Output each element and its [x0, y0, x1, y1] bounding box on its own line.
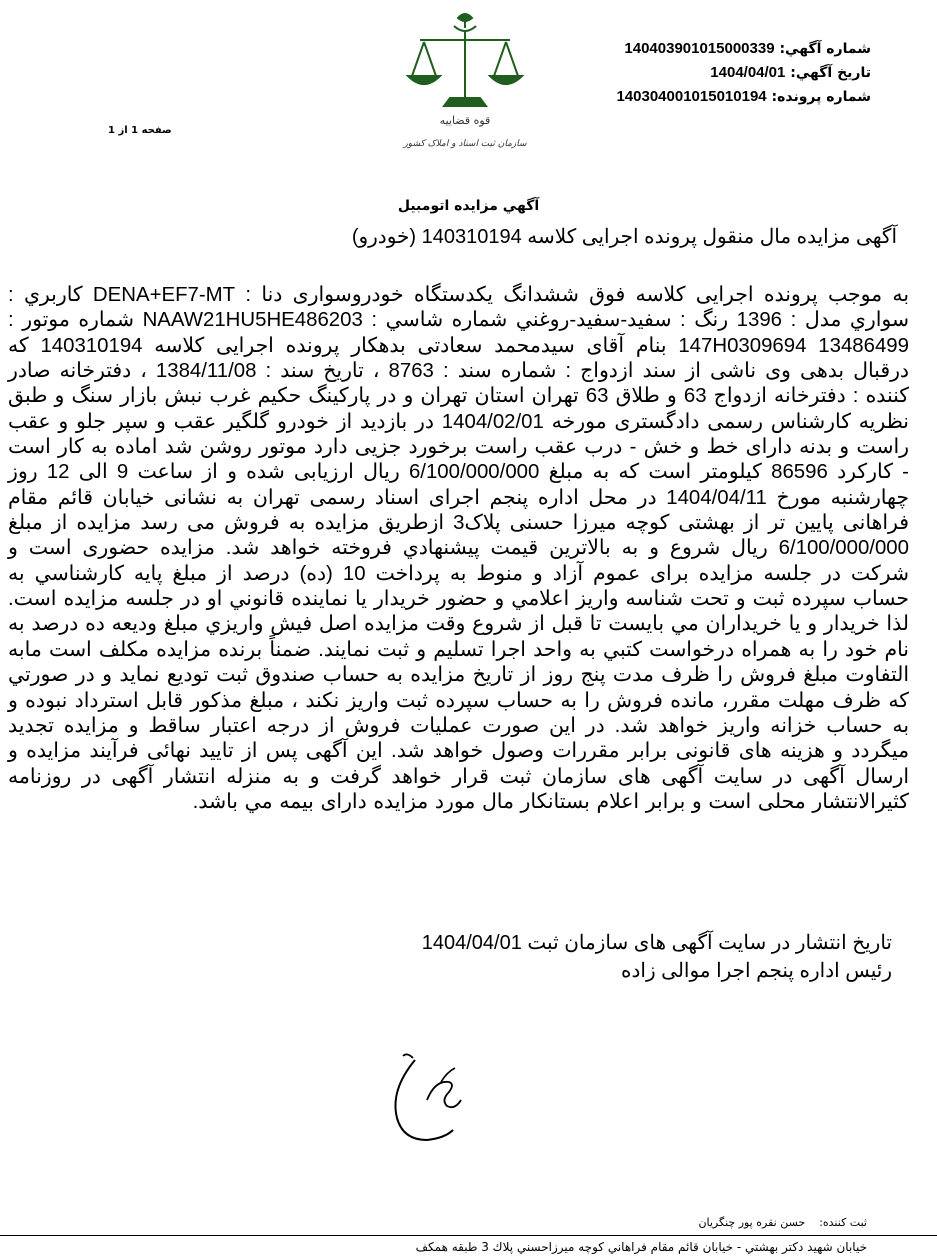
judiciary-scales-icon: [380, 6, 550, 156]
ad-date-value: 1404/04/01: [710, 64, 786, 81]
handwritten-signature-icon: [345, 1020, 495, 1150]
ad-number-value: 140403901015000339: [624, 40, 775, 57]
file-number-value: 140304001015010194: [616, 88, 767, 105]
document-title: آگهي مزايده اتومبيل: [397, 198, 540, 214]
ad-date-label: تاريخ آگهي:: [790, 65, 871, 81]
logo-text-top: قوه قضاییه: [439, 114, 491, 127]
notice-body: به موجب پرونده اجرایی کلاسه فوق ششدانگ یکدستگاه خودروسواری دنا : DENA+EF7-MT کاربري : سواري مدل : 1396 رنگ : سفيد-سفيد-روغني شماره شاسي : NAAW21HU5HE486203 شماره موتور : 13486499 147H0309694 بنام آقای سیدمحمد سعادتی بدهکار پرونده اجرایی کلاسه 140310194 که درقبال بدهی وی ناشی از سند ازدواج : شماره سند : 8763 ، تاریخ سند : 1384/11/08 ، دفترخانه صادر کننده : دفترخانه ازدواج 63 و طلاق 63 تهران استان تهران و در پارکینگ حکیم غرب نبش بازار سنگ و طبق نظریه کارشناس رسمی دادگستری مورخه 1404/02/01 در بازدید از خودرو گلگیر عقب و سپر جلو و عقب راست و بدنه دارای خط و خش - درب عقب راست برخورد جزیی دارد موتور روشن شد اماده به کار است - کارکرد 86596 کیلومتر است که به مبلغ 6/100/000/000 ریال ارزیابی شده و از ساعت 9 الی 12 روز چهارشنبه مورخ 1404/04/11 در محل اداره پنجم اجرای اسناد رسمی تهران به نشانی خیابان قائم مقام فراهانی پایین تر از بهشتی کوچه میرزا حسنی پلاک3 ازطریق مزایده به فروش می رسد مزایده از مبلغ 6/100/000/000 ریال شروع و به بالاترین قیمت پیشنهادي فروخته خواهد شد. مزایده حضوری است و شرکت در جلسه مزایده برای عموم آزاد و منوط به پرداخت 10 (ده) درصد از مبلغ پايه كارشناسي به حساب سپرده ثبت و تحت شناسه واريز اعلامي و حضور خريدار يا نماينده قانوني او در جلسه مزايده است. لذا خريدار و يا خريداران مي بايست تا قبل از شروع وقت مزايده اصل فيش واريزي مبلغ وديعه ده درصد به نام خود را به همراه درخواست كتبي به واحد اجرا تسليم و ثبت نمايند. ضمناً برنده مزايده مكلف است مابه التفاوت مبلغ فروش را ظرف مدت پنج روز از تاريخ مزايده به حساب صندوق ثبت توديع نمايد و در صورتي كه ظرف مهلت مقرر، مانده فروش را به حساب سپرده ثبت واريز نكند ، مبلغ مذكور قابل استرداد نبوده و به حساب خزانه واريز خواهد شد. در این صورت عملیات فروش از درجه اعتبار ساقط و مزایده تجدید میگردد و هزینه های قانونی برابر مقررات وصول خواهد شد. این آگهی پس از تایید نهائی فرآیند مزایده و ارسال آگهی در سایت آگهی های سازمان ثبت قرار خواهد گرفت و به منزله انتشار آگهی در روزنامه کثیرالانتشار محلی است و برابر اعلام بستانکار مال مورد مزایده دارای بيمه مي باشد.: [8, 284, 910, 813]
office-head-line: رئیس اداره پنجم اجرا موالی زاده: [621, 960, 892, 982]
file-number-row: [616, 88, 871, 105]
office-address: خيابان شهيد دكتر بهشتي - خيابان قائم مقام فراهاني كوچه ميرزاحسني پلاك 3 طبقه همكف: [415, 1240, 867, 1254]
judiciary-emblem: [380, 6, 550, 156]
publication-date-line: تاریخ انتشار در سایت آگهی های سازمان ثبت 1404/04/01: [421, 932, 892, 954]
document-subtitle: آگهی مزایده مال منقول پرونده اجرایی کلاسه 140310194 (خودرو): [351, 226, 897, 248]
ad-number-row: [624, 40, 871, 57]
ad-date-row: [710, 64, 871, 81]
ad-number-label: شماره آگهي:: [779, 41, 871, 57]
page-number: صفحه 1 از 1: [108, 125, 172, 136]
footer-divider: [0, 1235, 937, 1236]
file-number-label: شماره پرونده:: [771, 89, 871, 105]
registrar-name: حسن نقره پور چنگريان: [698, 1216, 806, 1229]
registrar-row: [698, 1216, 867, 1229]
registrar-label: ثبت كننده:: [819, 1216, 867, 1229]
signature: [345, 1020, 495, 1150]
logo-text-bottom: سازمان ثبت اسناد و املاک کشور: [403, 139, 527, 149]
